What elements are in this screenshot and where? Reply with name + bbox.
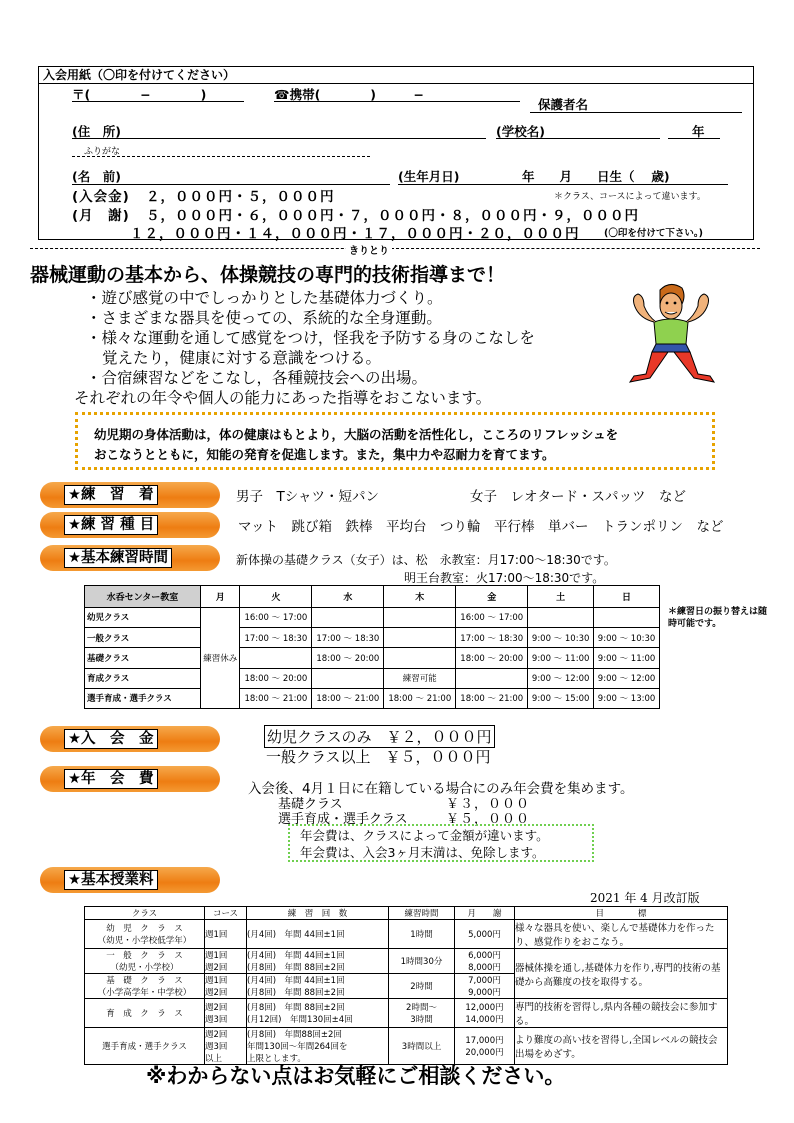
tuition-goal: 専門的技術を習得し,県内各種の競技会に参加する。 xyxy=(515,999,728,1028)
schedule-cell: 18:00 〜 20:00 xyxy=(312,648,384,668)
bullet-2: ・さまざまな器具を使っての、系統的な全身運動。 xyxy=(86,309,442,327)
schedule-row-infant xyxy=(85,607,660,627)
schedule-table xyxy=(84,585,660,709)
tuition-table xyxy=(84,906,728,1065)
schedule-cell: 9:00 〜 11:00 xyxy=(528,648,594,668)
tuition-count: (月4回) 年間 44回±1回 xyxy=(247,920,389,949)
tuition-class: 育 成 ク ラ ス xyxy=(85,999,205,1028)
phone-underline xyxy=(274,101,520,102)
summary-text: それぞれの年令や個人の能力にあった指導をおこないます。 xyxy=(74,389,492,407)
schedule-side-note: ＊練習日の振り替えは随時可能です。 xyxy=(668,607,768,629)
entry-fee-label: (入会金) xyxy=(72,189,130,205)
basic-time-section-pill xyxy=(40,545,220,571)
tuition-goal: より難度の高い技を習得し,全国レベルの競技会出場をめざす。 xyxy=(515,1028,728,1065)
bullet-1: ・遊び感覚の中でしっかりとした基礎体力づくり。 xyxy=(86,289,443,307)
annual-fee-select-value: ￥５，０００ xyxy=(446,812,531,827)
tuition-time: 1時間30分 xyxy=(389,949,455,974)
entry-fee-section-pill xyxy=(40,726,220,752)
entry-fee-values[interactable]: ２，０００円・５，０００円 xyxy=(146,189,335,205)
schedule-cell: 9:00 〜 13:00 xyxy=(594,688,660,708)
postal-field[interactable]: 〒( − ) xyxy=(72,87,207,102)
tuition-class: 基 礎 ク ラ ス （小学高学年・中学校） xyxy=(85,974,205,999)
tuition-header-fee: 月 謝 xyxy=(455,907,515,920)
schedule-cell xyxy=(528,607,594,627)
monthly-fee-note: (〇印を付けて下さい。) xyxy=(604,228,703,239)
schedule-cell: 17:00 〜 18:30 xyxy=(312,628,384,648)
events-section-label: ★練 習 種 目 xyxy=(64,515,158,535)
form-title: 入会用紙（〇印を付けてください） xyxy=(39,67,753,84)
basic-time-section-label: ★基本練習時間 xyxy=(64,548,172,568)
tuition-class: 選手育成・選手クラス xyxy=(85,1028,205,1065)
schedule-cell: 9:00 〜 12:00 xyxy=(594,668,660,688)
annual-fee-section-label: ★年 会 費 xyxy=(64,769,158,789)
bullet-4: ・合宿練習などをこなし，各種競技会への出場。 xyxy=(86,369,428,387)
schedule-cell xyxy=(384,628,456,648)
annual-fee-note-2: 年会費は、入会3ヶ月末満は、免除します。 xyxy=(300,845,545,860)
schedule-cell: 17:00 〜 18:30 xyxy=(456,628,528,648)
schedule-monday-off: 練習休み xyxy=(201,607,240,708)
events-text: マット 跳び箱 鉄棒 平均台 つり輪 平行棒 単バー トランポリン など xyxy=(238,519,724,535)
schedule-cell: 9:00 〜 12:00 xyxy=(528,668,594,688)
school-underline[interactable] xyxy=(496,138,660,139)
tuition-count: (月4回) 年間 44回±1回 (月8回) 年間 88回±2回 xyxy=(247,974,389,999)
cut-line xyxy=(30,248,760,249)
bullet-3-cont: 覚えたり，健康に対する意識をつける。 xyxy=(102,349,382,367)
tuition-course: 週1回 週2回 xyxy=(205,949,247,974)
tuition-section-pill xyxy=(40,867,220,893)
tuition-goal: 様々な器具を使い、楽しんで基礎体力を作ったり、感覚作りをおこなう。 xyxy=(515,920,728,949)
tuition-class: 一 般 ク ラ ス （幼児・小学校） xyxy=(85,949,205,974)
phone-field[interactable]: ☎携帯( ) − xyxy=(274,87,424,102)
monthly-fee-label: (月 謝) xyxy=(72,208,130,224)
furigana-line[interactable] xyxy=(72,156,370,157)
bullet-3: ・様々な運動を通して感覚をつけ，怪我を予防する身のこなしを xyxy=(86,329,535,347)
cut-line-label: きりとり xyxy=(346,242,392,257)
birthday-fields[interactable]: 年 月 日生（ 歳) xyxy=(522,169,670,184)
tuition-header-count: 練 習 回 数 xyxy=(247,907,389,920)
footer-message: ※わからない点はお気軽にご相談ください。 xyxy=(146,1064,566,1088)
events-section-pill xyxy=(40,512,220,538)
schedule-class-name: 選手育成・選手クラス xyxy=(85,688,201,708)
name-label: (名 前) xyxy=(72,169,121,184)
tuition-goal: 器械体操を通し,基礎体力を作り,専門的技術の基礎から高難度の技を取得する。 xyxy=(515,949,728,999)
tuition-count: (月8回) 年間 88回±2回 (月12回) 年間130回±4回 xyxy=(247,999,389,1028)
schedule-cell xyxy=(456,668,528,688)
monthly-fee-values-1[interactable]: ５，０００円・６，０００円・７，０００円・８，０００円・９，０００円 xyxy=(146,208,639,224)
tuition-section-label: ★基本授業料 xyxy=(64,870,158,890)
schedule-cell: 18:00 〜 20:00 xyxy=(456,648,528,668)
notice-line-1: 幼児期の身体活動は，体の健康はもとより，大脳の活動を活性化し，こころのリフレッシュを xyxy=(94,427,619,442)
tuition-time: 1時間 xyxy=(389,920,455,949)
schedule-row-general xyxy=(85,628,660,648)
basic-time-line-2: 明王台教室：火17:00〜18:30です。 xyxy=(404,571,605,585)
guardian-label: 保護者名 xyxy=(538,97,589,112)
school-label: (学校名) xyxy=(496,124,545,139)
guardian-underline[interactable] xyxy=(530,112,742,113)
furigana-label: ふりがな xyxy=(84,147,121,157)
birthday-label: (生年月日) xyxy=(398,169,460,184)
schedule-cell xyxy=(312,607,384,627)
schedule-row-training xyxy=(85,668,660,688)
tuition-count: (月8回) 年間88回±2回 年間130回〜年間264回を 上限とします。 xyxy=(247,1028,389,1065)
annual-fee-intro: 入会後、4月１日に在籍している場合にのみ年会費を集めます。 xyxy=(248,781,634,797)
wear-girls: 女子 レオタード・スパッツ など xyxy=(470,489,686,505)
notice-box xyxy=(75,412,715,470)
wear-section-label: ★練 習 着 xyxy=(64,485,158,505)
schedule-class-name: 育成クラス xyxy=(85,668,201,688)
schedule-cell: 9:00 〜 10:30 xyxy=(594,628,660,648)
tuition-fee: 7,000円 9,000円 xyxy=(455,974,515,999)
basic-time-line-1: 新体操の基礎クラス（女子）は、松 永教室：月17:00〜18:30です。 xyxy=(236,553,616,567)
schedule-row-athlete xyxy=(85,688,660,708)
schedule-cell: 18:00 〜 21:00 xyxy=(312,688,384,708)
tuition-course: 週2回 週3回 xyxy=(205,999,247,1028)
schedule-class-name: 一般クラス xyxy=(85,628,201,648)
annual-fee-note-box xyxy=(288,824,594,862)
tuition-row-general xyxy=(85,949,728,974)
entry-fee-section-label: ★入 会 金 xyxy=(64,729,158,749)
annual-fee-select-label: 選手育成・選手クラス xyxy=(278,812,408,827)
schedule-cell: 9:00 〜 11:00 xyxy=(594,648,660,668)
schedule-day-sun: 日 xyxy=(594,586,660,608)
tuition-row-training xyxy=(85,999,728,1028)
postal-underline xyxy=(72,101,244,102)
tuition-fee: 12,000円 14,000円 xyxy=(455,999,515,1028)
schedule-thursday-note: 練習可能 xyxy=(384,668,456,688)
schedule-cell xyxy=(594,607,660,627)
tuition-course: 週2回 週3回 以上 xyxy=(205,1028,247,1065)
schedule-cell: 18:00 〜 21:00 xyxy=(240,688,312,708)
monthly-fee-values-2[interactable]: １２，０００円・１４，０００円・１７，０００円・２０，０００円 xyxy=(130,226,580,242)
schedule-class-name: 基礎クラス xyxy=(85,648,201,668)
schedule-cell: 9:00 〜 10:30 xyxy=(528,628,594,648)
schedule-day-fri: 金 xyxy=(456,586,528,608)
schedule-cell: 16:00 〜 17:00 xyxy=(240,607,312,627)
schedule-cell: 17:00 〜 18:30 xyxy=(240,628,312,648)
address-label: (住 所) xyxy=(72,124,121,139)
tuition-course: 週1回 週2回 xyxy=(205,974,247,999)
tuition-time: 2時間 xyxy=(389,974,455,999)
headline: 器械運動の基本から、体操競技の専門的技術指導まで！ xyxy=(30,264,506,286)
entry-fee-infant: 幼児クラスのみ ￥２，０００円 xyxy=(264,725,495,748)
schedule-cell xyxy=(240,648,312,668)
wear-boys: 男子 Tシャツ・短パン xyxy=(236,489,379,505)
grade-underline[interactable] xyxy=(668,138,720,139)
schedule-cell: 18:00 〜 21:00 xyxy=(384,688,456,708)
annual-fee-basic-label: 基礎クラス xyxy=(278,797,343,812)
schedule-cell: 16:00 〜 17:00 xyxy=(456,607,528,627)
tuition-header-goal: 目 標 xyxy=(515,907,728,920)
tuition-count: (月4回) 年間 44回±1回 (月8回) 年間 88回±2回 xyxy=(247,949,389,974)
schedule-day-mon: 月 xyxy=(201,586,240,608)
tuition-header-row xyxy=(85,907,728,920)
schedule-day-thu: 木 xyxy=(384,586,456,608)
tuition-time: 3時間以上 xyxy=(389,1028,455,1065)
tuition-course: 週1回 xyxy=(205,920,247,949)
schedule-day-sat: 土 xyxy=(528,586,594,608)
tuition-time: 2時間〜 3時間 xyxy=(389,999,455,1028)
entry-fee-general: 一般クラス以上 ￥５，０００円 xyxy=(266,748,491,766)
gymnast-character-illustration xyxy=(624,282,720,388)
tuition-class: 幼 児 ク ラ ス （幼児・小学校低学年） xyxy=(85,920,205,949)
tuition-row-infant xyxy=(85,920,728,949)
tuition-fee: 5,000円 xyxy=(455,920,515,949)
schedule-class-name: 幼児クラス xyxy=(85,607,201,627)
birthday-underline xyxy=(398,184,728,185)
tuition-fee: 17,000円 20,000円 xyxy=(455,1028,515,1065)
tuition-fee: 6,000円 8,000円 xyxy=(455,949,515,974)
schedule-cell: 18:00 〜 20:00 xyxy=(240,668,312,688)
grade-label: 年 xyxy=(692,124,705,139)
schedule-cell: 18:00 〜 21:00 xyxy=(456,688,528,708)
schedule-corner-cell: 水呑センター教室 xyxy=(85,586,201,608)
notice-line-2: おこなうとともに，知能の発育を促進します。また，集中力や忍耐力を育てます。 xyxy=(94,447,555,462)
schedule-cell xyxy=(384,607,456,627)
schedule-cell: 9:00 〜 15:00 xyxy=(528,688,594,708)
schedule-header-row xyxy=(85,586,660,608)
schedule-day-wed: 水 xyxy=(312,586,384,608)
wear-section-pill xyxy=(40,482,220,508)
schedule-row-basic xyxy=(85,648,660,668)
tuition-header-time: 練習時間 xyxy=(389,907,455,920)
tuition-header-course: コース xyxy=(205,907,247,920)
revised-date: 2021 年 4 月改訂版 xyxy=(590,891,700,905)
schedule-day-tue: 火 xyxy=(240,586,312,608)
address-underline[interactable] xyxy=(72,138,486,139)
tuition-header-class: クラス xyxy=(85,907,205,920)
schedule-cell xyxy=(312,668,384,688)
schedule-cell xyxy=(384,648,456,668)
entry-fee-note: ＊クラス、コースによって違います。 xyxy=(554,192,706,202)
annual-fee-section-pill xyxy=(40,766,220,792)
annual-fee-basic-value: ￥３，０００ xyxy=(446,797,531,812)
annual-fee-note-1: 年会費は、クラスによって金額が違います。 xyxy=(300,828,549,843)
tuition-row-athlete xyxy=(85,1028,728,1065)
